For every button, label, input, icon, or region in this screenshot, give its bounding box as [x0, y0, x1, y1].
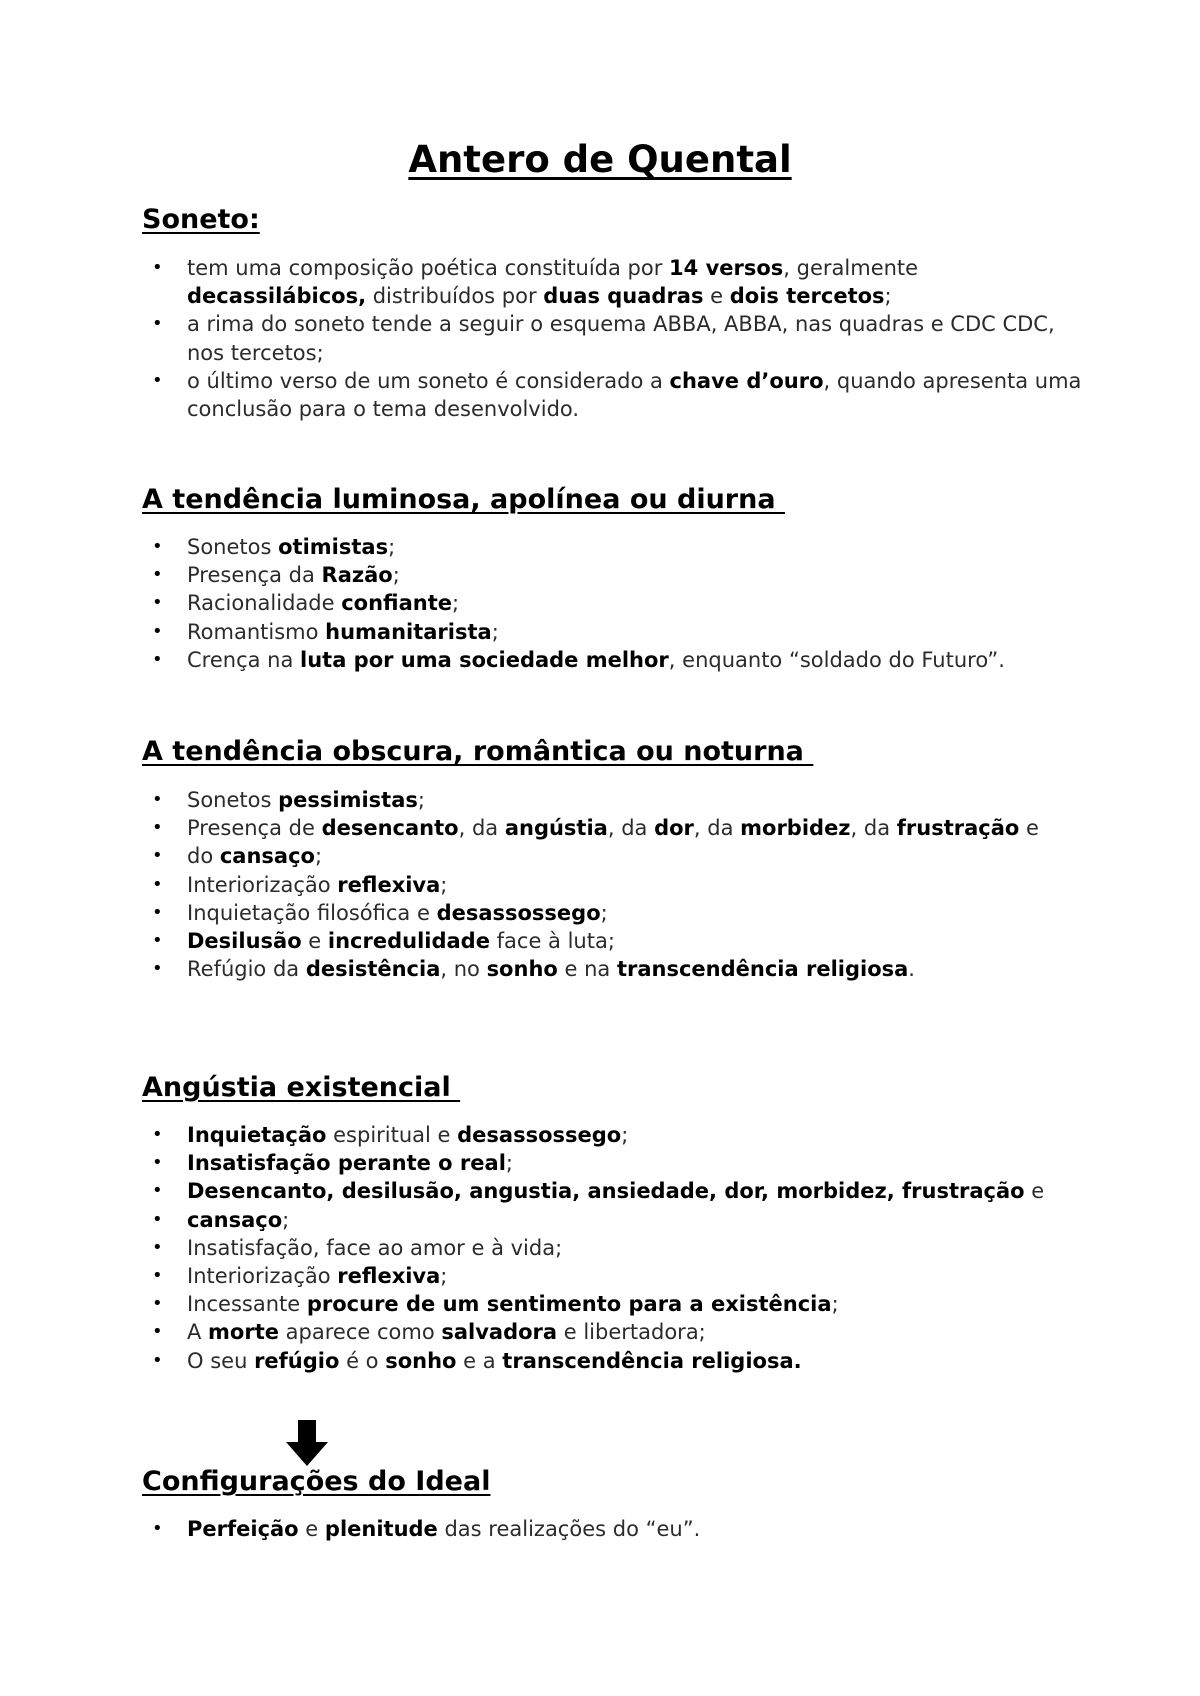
text: Presença da — [187, 563, 322, 588]
bold-text: sonho — [486, 957, 558, 982]
list-tendencia-luminosa — [152, 533, 1092, 674]
list-item — [152, 955, 1092, 983]
list-item — [152, 1234, 1092, 1262]
bold-text: transcendência religiosa — [616, 957, 909, 982]
bullet-icon: • — [152, 592, 163, 614]
text: espiritual e — [326, 1123, 458, 1147]
text: Refúgio da — [187, 957, 306, 982]
bold-text: Inquietação — [187, 1123, 327, 1147]
bullet-icon: • — [152, 313, 163, 335]
text: , no — [440, 957, 487, 982]
text: ; — [505, 1151, 513, 1176]
list-item — [152, 310, 1092, 366]
section-heading-configuracoes-ideal: Configurações do Ideal — [142, 1466, 491, 1497]
text: ; — [621, 1123, 629, 1147]
list-item — [152, 1206, 1092, 1234]
text: e — [1024, 1179, 1045, 1204]
bold-text: morte — [208, 1320, 279, 1345]
text: e na — [557, 957, 617, 982]
text: ; — [491, 619, 499, 644]
text: Romantismo — [187, 619, 326, 644]
text: Sonetos — [187, 788, 279, 812]
bold-text: dor — [654, 816, 694, 841]
list-item — [152, 1262, 1092, 1290]
bullet-icon: • — [152, 257, 163, 278]
section-heading-soneto: Soneto: — [142, 204, 260, 235]
bold-text: cansaço — [219, 844, 315, 869]
list-item — [152, 646, 1092, 674]
text: ; — [388, 535, 396, 559]
text: e — [703, 284, 730, 309]
bullet-icon: • — [152, 1236, 163, 1258]
list-item — [152, 814, 1092, 842]
section-heading-tendencia-luminosa: A tendência luminosa, apolínea ou diurna — [142, 484, 785, 515]
bold-text: procure de um sentimento para a existência — [306, 1292, 832, 1317]
text: o último verso de um soneto é considerado a — [187, 368, 670, 393]
list-tendencia-obscura — [152, 786, 1092, 983]
text: , quando apresenta uma conclusão para o tema desenvolvido. — [187, 368, 1082, 422]
bold-text: Desencanto, desilusão, angustia, ansiedade, dor, morbidez, frustração — [187, 1179, 1025, 1204]
text: Interiorização — [187, 1264, 338, 1289]
bullet-icon: • — [152, 1265, 163, 1287]
list-item — [152, 1347, 1092, 1375]
bold-text: desistência — [305, 957, 441, 982]
list-item — [152, 561, 1092, 589]
list-item — [152, 589, 1092, 617]
bold-text: refúgio — [254, 1348, 340, 1373]
list-item — [152, 1290, 1092, 1318]
text: A — [187, 1320, 209, 1345]
text: tem uma composição poética constituída por — [187, 256, 670, 280]
text: ; — [440, 872, 448, 897]
text: é o — [339, 1348, 386, 1373]
bold-text: Desilusão — [187, 929, 302, 954]
text: Presença de — [187, 816, 322, 841]
list-item — [152, 899, 1092, 927]
list-soneto — [152, 254, 1092, 423]
text: . — [908, 957, 915, 982]
bold-text: Insatisfação perante o real — [187, 1151, 506, 1176]
bold-text: duas quadras — [543, 284, 704, 309]
bullet-icon: • — [152, 620, 163, 642]
text: , da — [693, 816, 741, 841]
bullet-icon: • — [152, 369, 163, 391]
bold-text: sonho — [385, 1348, 457, 1373]
bold-text: 14 versos — [669, 256, 784, 280]
bullet-icon: • — [152, 1180, 163, 1202]
bold-text: cansaço — [187, 1207, 283, 1232]
text: e a — [456, 1348, 503, 1373]
bullet-icon: • — [152, 930, 163, 952]
bold-text: reflexiva — [337, 872, 441, 897]
bullet-icon: • — [152, 564, 163, 586]
list-item — [152, 786, 1092, 814]
bullet-icon: • — [152, 901, 163, 923]
text: distribuídos por — [366, 284, 544, 309]
list-item — [152, 1149, 1092, 1177]
text: Incessante — [187, 1292, 307, 1317]
text: Interiorização — [187, 872, 338, 897]
text: Insatisfação, face ao amor e à vida; — [187, 1235, 563, 1260]
text: ; — [392, 563, 400, 588]
text: O seu — [187, 1348, 255, 1373]
document-title — [0, 138, 1200, 182]
bullet-icon: • — [152, 817, 163, 839]
bold-text: desassossego — [436, 900, 601, 925]
text: Inquietação filosófica e — [187, 900, 437, 925]
text: face à luta; — [489, 929, 615, 954]
bold-text: desassossego — [457, 1123, 622, 1147]
text: ; — [452, 591, 460, 616]
bullet-icon: • — [152, 789, 163, 810]
text: a rima do soneto tende a seguir o esquema ABBA, ABBA, nas quadras e CDC CDC, nos tercetos; — [187, 312, 1055, 365]
document-title-text: Antero de Quental — [408, 138, 792, 181]
list-item — [152, 927, 1092, 955]
list-angustia-existencial — [152, 1121, 1092, 1375]
bold-text: salvadora — [441, 1320, 558, 1345]
list-item — [152, 367, 1092, 423]
bold-text: decassilábicos, — [187, 284, 367, 309]
list-item — [152, 1318, 1092, 1346]
bold-text: otimistas — [278, 535, 389, 559]
bullet-icon: • — [152, 1152, 163, 1174]
bullet-icon: • — [152, 648, 163, 670]
list-item — [152, 254, 1092, 310]
text: , enquanto “soldado do Futuro”. — [668, 647, 1005, 672]
list-configuracoes-ideal — [152, 1515, 1092, 1543]
list-item — [152, 618, 1092, 646]
bold-text: morbidez — [740, 816, 851, 841]
text: ; — [600, 900, 608, 925]
bold-text: chave d’ouro — [669, 368, 824, 393]
bullet-icon: • — [152, 873, 163, 895]
bullet-icon: • — [152, 1349, 163, 1371]
bullet-icon: • — [152, 845, 163, 867]
bold-text: humanitarista — [325, 619, 492, 644]
text: ; — [282, 1207, 290, 1232]
section-heading-tendencia-obscura: A tendência obscura, romântica ou noturna — [142, 736, 814, 767]
text: , da — [850, 816, 897, 841]
list-item — [152, 533, 1092, 561]
text: aparece como — [279, 1320, 442, 1345]
bold-text: desencanto — [321, 816, 459, 841]
list-item — [152, 1177, 1092, 1205]
down-arrow-icon — [286, 1420, 328, 1466]
text: das realizações do “eu”. — [437, 1517, 701, 1541]
text: Crença na — [187, 647, 301, 672]
text: e — [301, 929, 328, 954]
text: , da — [607, 816, 655, 841]
bold-text: Razão — [321, 563, 393, 588]
bullet-icon: • — [152, 1321, 163, 1343]
text: e libertadora; — [557, 1320, 706, 1345]
text: e — [298, 1517, 325, 1541]
text: ; — [417, 788, 425, 812]
bold-text: frustração — [896, 816, 1020, 841]
bullet-icon: • — [152, 1518, 163, 1539]
bold-text: angústia — [504, 816, 608, 841]
bold-text: transcendência religiosa. — [502, 1348, 802, 1373]
bold-text: plenitude — [324, 1517, 438, 1541]
bold-text: reflexiva — [337, 1264, 441, 1289]
text: ; — [314, 844, 323, 869]
text: do — [187, 844, 220, 869]
text: ; — [831, 1292, 839, 1317]
text: Racionalidade — [187, 591, 342, 616]
section-heading-angustia-existencial: Angústia existencial — [142, 1072, 461, 1103]
list-item — [152, 871, 1092, 899]
list-item — [152, 842, 1092, 870]
bullet-icon: • — [152, 1293, 163, 1315]
bullet-icon: • — [152, 1208, 163, 1230]
text: Sonetos — [187, 535, 279, 559]
bold-text: dois tercetos — [729, 284, 885, 309]
bullet-icon: • — [152, 536, 163, 557]
text: , geralmente — [783, 256, 919, 280]
bold-text: Perfeição — [187, 1517, 299, 1541]
bold-text: incredulidade — [327, 929, 490, 954]
text: e — [1019, 816, 1039, 841]
bold-text: pessimistas — [278, 788, 418, 812]
text: , da — [458, 816, 505, 841]
text: ; — [440, 1264, 448, 1289]
bullet-icon: • — [152, 1124, 163, 1145]
list-item — [152, 1515, 1092, 1543]
text: ; — [884, 284, 892, 309]
bullet-icon: • — [152, 958, 163, 980]
bold-text: luta por uma sociedade melhor — [300, 647, 669, 672]
list-item — [152, 1121, 1092, 1149]
bold-text: confiante — [341, 591, 452, 616]
